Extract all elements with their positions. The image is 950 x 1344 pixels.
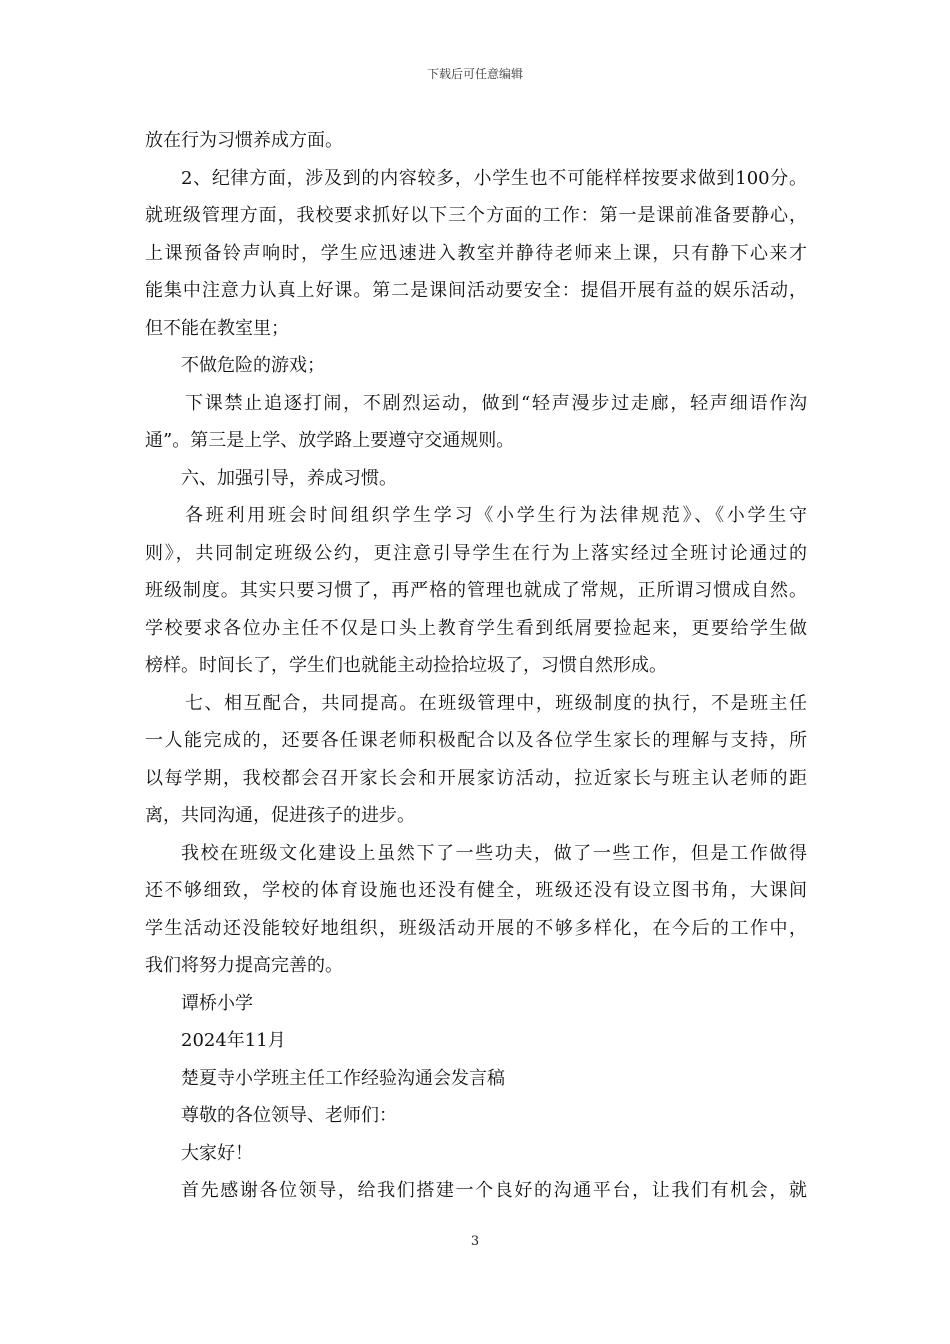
document-body	[145, 122, 807, 1210]
speech-title: 楚夏寺小学班主任工作经验沟通会发言稿	[181, 1067, 505, 1089]
text-line: 一人能完成的，还要各任课老师积极配合以及各位学生家长的理解与支持，所	[145, 730, 807, 751]
text-line: 以每学期，我校都会召开家长会和开展家访活动，拉近家长与班主认老师的距	[145, 767, 807, 789]
text-line: 七、相互配合，共同提高。在班级管理中，班级制度的执行，不是班主任	[185, 692, 807, 714]
text-line: 但不能在教室里；	[145, 317, 289, 339]
page-number: 3	[470, 1234, 480, 1249]
text-line: 我校在班级文化建设上虽然下了一些功夫，做了一些工作，但是工作做得	[181, 842, 807, 864]
text-line: 首先感谢各位领导，给我们搭建一个良好的沟通平台，让我们有机会，就	[181, 1180, 807, 1201]
text-line: 就班级管理方面，我校要求抓好以下三个方面的工作：第一是课前准备要静心，	[145, 205, 807, 226]
text-line: 能集中注意力认真上好课。第二是课间活动要安全：提倡开展有益的娱乐活动，	[145, 280, 807, 301]
text-line: 学生活动还没能较好地组织，班级活动开展的不够多样化，在今后的工作中，	[145, 917, 807, 939]
section-heading: 六、加强引导，养成习惯。	[181, 467, 397, 489]
text-line: 榜样。时间长了，学生们也就能主动捡拾垃圾了，习惯自然形成。	[145, 655, 667, 676]
text-line: 不做危险的游戏；	[181, 355, 325, 376]
text-line: 放在行为习惯养成方面。	[145, 130, 343, 151]
text-line: 则》，共同制定班级公约，更注意引导学生在行为上落实经过全班讨论通过的	[145, 542, 807, 564]
text-line: 通”。第三是上学、放学路上要遵守交通规则。	[145, 430, 515, 451]
signature-date: 2024年11月	[181, 1030, 286, 1051]
page-header-note: 下载后可任意编辑	[426, 67, 523, 81]
text-line: 离，共同沟通，促进孩子的进步。	[145, 805, 415, 826]
text-line: 2、纪律方面，涉及到的内容较多，小学生也不可能样样按要求做到100分。	[181, 167, 807, 189]
text-line: 上课预备铃声响时，学生应迅速进入教室并静待老师来上课，只有静下心来才	[145, 242, 807, 264]
greeting: 大家好！	[181, 1142, 253, 1164]
text-line: 班级制度。其实只要习惯了，再严格的管理也就成了常规，正所谓习惯成自然。	[145, 580, 807, 601]
signature-school: 谭桥小学	[181, 992, 253, 1014]
text-line: 我们将努力提高完善的。	[145, 955, 343, 976]
text-line: 还不够细致，学校的体育设施也还没有健全，班级还没有设立图书角，大课间	[145, 880, 807, 901]
text-line: 下课禁止追逐打闹，不剧烈运动，做到“轻声漫步过走廊，轻声细语作沟	[185, 392, 807, 414]
text-line: 学校要求各位办主任不仅是口头上教育学生看到纸屑要捡起来，更要给学生做	[145, 617, 807, 639]
salutation: 尊敬的各位领导、老师们：	[181, 1105, 397, 1126]
text-line: 各班利用班会时间组织学生学习《小学生行为法律规范》、《小学生守	[185, 505, 807, 526]
